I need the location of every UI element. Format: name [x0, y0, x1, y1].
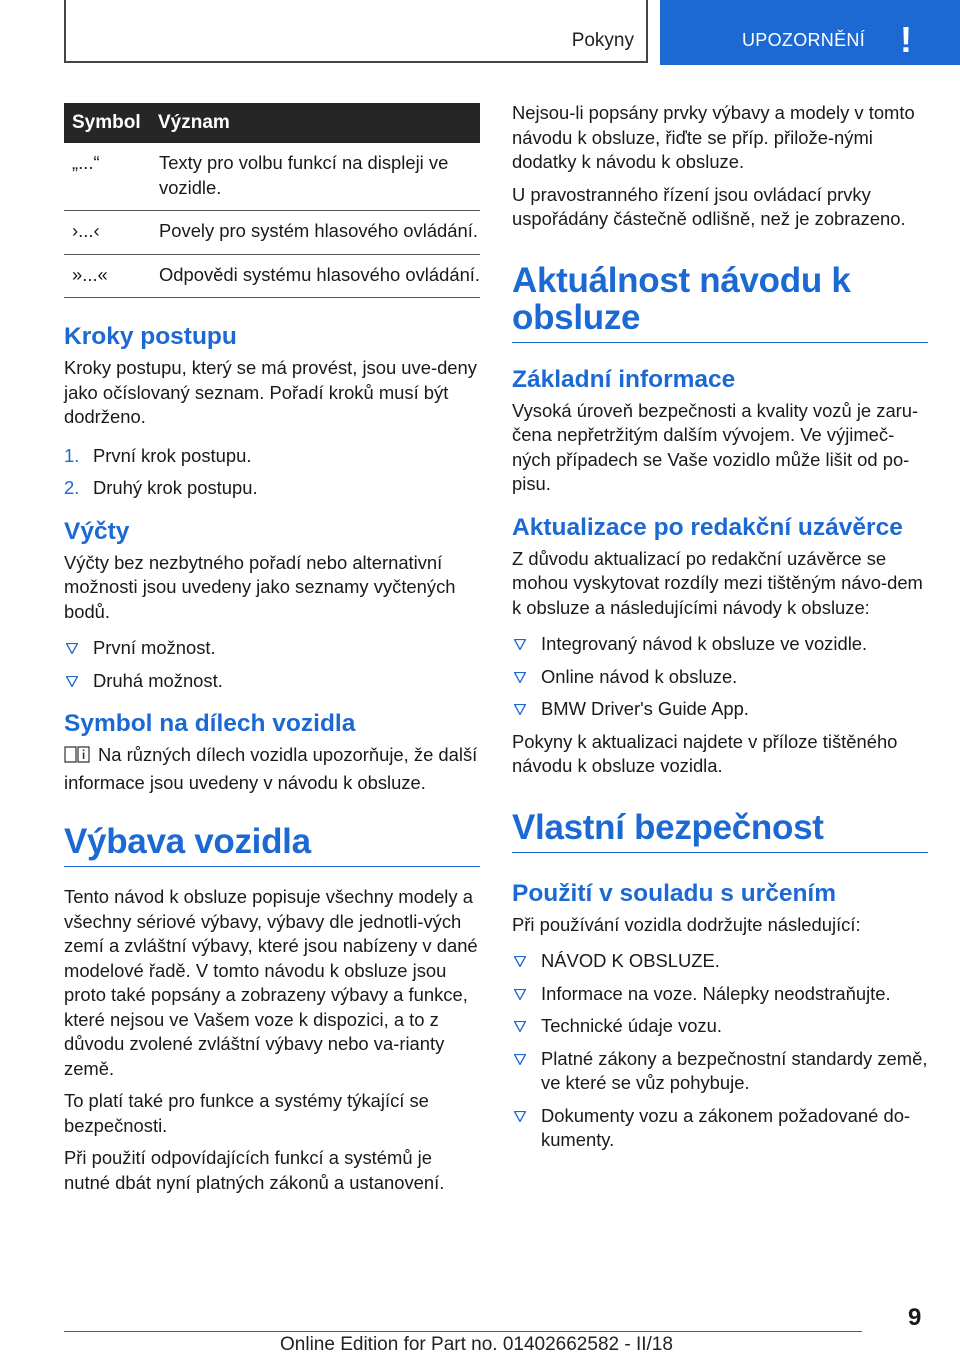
header-section-box [64, 0, 648, 63]
triangle-bullet-icon [66, 669, 78, 687]
aktualnost-heading: Aktuálnost návodu k obsluze [512, 262, 928, 343]
header-warning-label: UPOZORNĚNÍ [742, 30, 866, 50]
symbol-paragraph [64, 743, 480, 795]
table-cell-meaning: Odpovědi systému hlasového ovládání. [151, 254, 480, 298]
list-item-text: Platné zákony a bezpečnostní standardy země, ve které se vůz pohybuje. [541, 1047, 928, 1093]
list-item-text: Informace na voze. Nálepky neodstraňujte. [541, 982, 891, 1004]
table-row [64, 254, 480, 298]
option-text: Druhá možnost. [93, 669, 223, 691]
table-cell-symbol: »...« [64, 254, 151, 298]
list-item [512, 665, 928, 690]
list-item-text: BMW Driver's Guide App. [541, 698, 749, 719]
left-column [64, 103, 480, 1203]
option-text: První možnost. [93, 637, 216, 658]
intro-paragraph: Nejsou-li popsány prvky výbavy a modely v tomto návodu k obsluze, řiďte se příp. přilože-nými dodatky k návodu k obsluze. [512, 102, 915, 172]
list-item [512, 632, 928, 657]
list-item-text: Technické údaje vozu. [541, 1015, 722, 1036]
pouziti-list [512, 949, 928, 1153]
list-item [64, 444, 480, 469]
triangle-bullet-icon [514, 949, 526, 967]
header-warning-tab [660, 0, 960, 65]
triangle-bullet-icon [514, 1104, 526, 1122]
step-number: 2. [64, 477, 80, 498]
list-item-text: Integrovaný návod k obsluze ve vozidle. [541, 633, 868, 654]
list-item-text: Dokumenty vozu a zákonem požadované do-kumenty. [541, 1104, 911, 1150]
aktualizace-list [512, 632, 928, 722]
header-section-title: Pokyny [571, 30, 634, 51]
list-item [512, 1014, 928, 1039]
list-item [512, 1047, 928, 1096]
step-text: Druhý krok postupu. [93, 477, 258, 498]
vybava-paragraph: Tento návod k obsluze popisuje všechny modely a všechny sériové výbavy, výbavy dle jednotli-vých zemí a zvláštní výbavy, které jsou nabízeny v dané modelové řadě. V tomto návodu k obsluze jsou proto také popsány a zobrazeny výbavy a funkce, které nejsou ve Vašem voze k dispozici, a to z důvodu zvolené zvláštní výbavy nebo va-rianty země. [64, 886, 478, 1079]
table-cell-meaning: Povely pro systém hlasového ovládání. [151, 211, 480, 255]
list-item [512, 982, 928, 1007]
list-item [64, 476, 480, 501]
triangle-bullet-icon [514, 982, 526, 1000]
table-header-row [64, 103, 480, 143]
vybava-paragraph: To platí také pro funkce a systémy týkající se bezpečnosti. [64, 1090, 429, 1136]
list-item [512, 697, 928, 722]
table-cell-meaning: Texty pro volbu funkcí na displeji ve vozidle. [151, 143, 480, 211]
intro-paragraph: U pravostranného řízení jsou ovládací prvky uspořádány částečně odlišně, než je zobrazeno. [512, 183, 906, 229]
footer-edition-text: Online Edition for Part no. 01402662582 - II/18 [280, 1334, 673, 1355]
kroky-text: Kroky postupu, který se má provést, jsou uve-deny jako očíslovaný seznam. Pořadí kroků musí být dodrženo. [64, 357, 477, 427]
list-item [64, 636, 480, 661]
list-item [64, 669, 480, 694]
triangle-bullet-icon [514, 697, 526, 715]
table-cell-symbol: ›...‹ [64, 211, 151, 255]
vycty-text: Výčty bez nezbytného pořadí nebo alternativní možnosti jsou uvedeny jako seznamy vyčtených bodů. [64, 551, 456, 622]
list-item-text: Online návod k obsluze. [541, 665, 738, 687]
triangle-bullet-icon [514, 1014, 526, 1032]
triangle-bullet-icon [514, 665, 526, 683]
pouziti-text: Při používání vozidla dodržujte následující: [512, 913, 861, 935]
vybava-paragraph: Při použití odpovídajících funkcí a systémů je nutné dbát nyní platných zákonů a ustanovení. [64, 1147, 445, 1193]
book-info-icon [64, 744, 90, 771]
footer-divider [64, 1331, 862, 1332]
vycty-heading: Výčty [64, 517, 130, 545]
triangle-bullet-icon [66, 636, 78, 654]
symbol-table [64, 103, 480, 298]
step-number: 1. [64, 444, 80, 466]
exclamation-icon: ! [900, 19, 912, 60]
table-header-meaning: Význam [151, 103, 480, 143]
table-row [64, 143, 480, 211]
list-item [512, 1104, 928, 1153]
kroky-heading: Kroky postupu [64, 323, 237, 350]
table-cell-symbol: „...“ [64, 143, 151, 211]
aktualizace-heading: Aktualizace po redakční uzávěrce [512, 513, 903, 541]
aktualizace-text: Z důvodu aktualizací po redakční uzávěrce se mohou vyskytovat rozdíly mezi tištěným návo-dem k obsluze a následujícími návody k obsluze: [512, 547, 923, 618]
table-header-symbol: Symbol [64, 103, 151, 143]
symbol-heading: Symbol na dílech vozidla [64, 710, 356, 737]
table-row [64, 211, 480, 255]
bezpecnost-heading: Vlastní bezpečnost [512, 809, 928, 853]
aktualizace-note: Pokyny k aktualizaci najdete v příloze tištěného návodu k obsluze vozidla. [512, 730, 898, 776]
vybava-heading: Výbava vozidla [64, 823, 480, 867]
symbol-text: Na různých dílech vozidla upozorňuje, že další informace jsou uvedeny v návodu k obsluze. [64, 744, 478, 793]
zakladni-heading: Základní informace [512, 365, 736, 393]
triangle-bullet-icon [514, 1047, 526, 1065]
page-number: 9 [908, 1304, 922, 1331]
list-item-text: NÁVOD K OBSLUZE. [541, 950, 720, 971]
steps-list [64, 444, 480, 501]
list-item [512, 949, 928, 974]
zakladni-text: Vysoká úroveň bezpečnosti a kvality vozů je zaru-čena nepřetržitým dalším vývojem. Ve výjimeč-ných případech se Vaše vozidlo může lišit od po-pisu. [512, 399, 919, 494]
step-text: První krok postupu. [93, 444, 252, 466]
pouziti-heading: Použití v souladu s určením [512, 879, 837, 907]
right-column [512, 101, 928, 1161]
options-list [64, 636, 480, 693]
triangle-bullet-icon [514, 632, 526, 650]
